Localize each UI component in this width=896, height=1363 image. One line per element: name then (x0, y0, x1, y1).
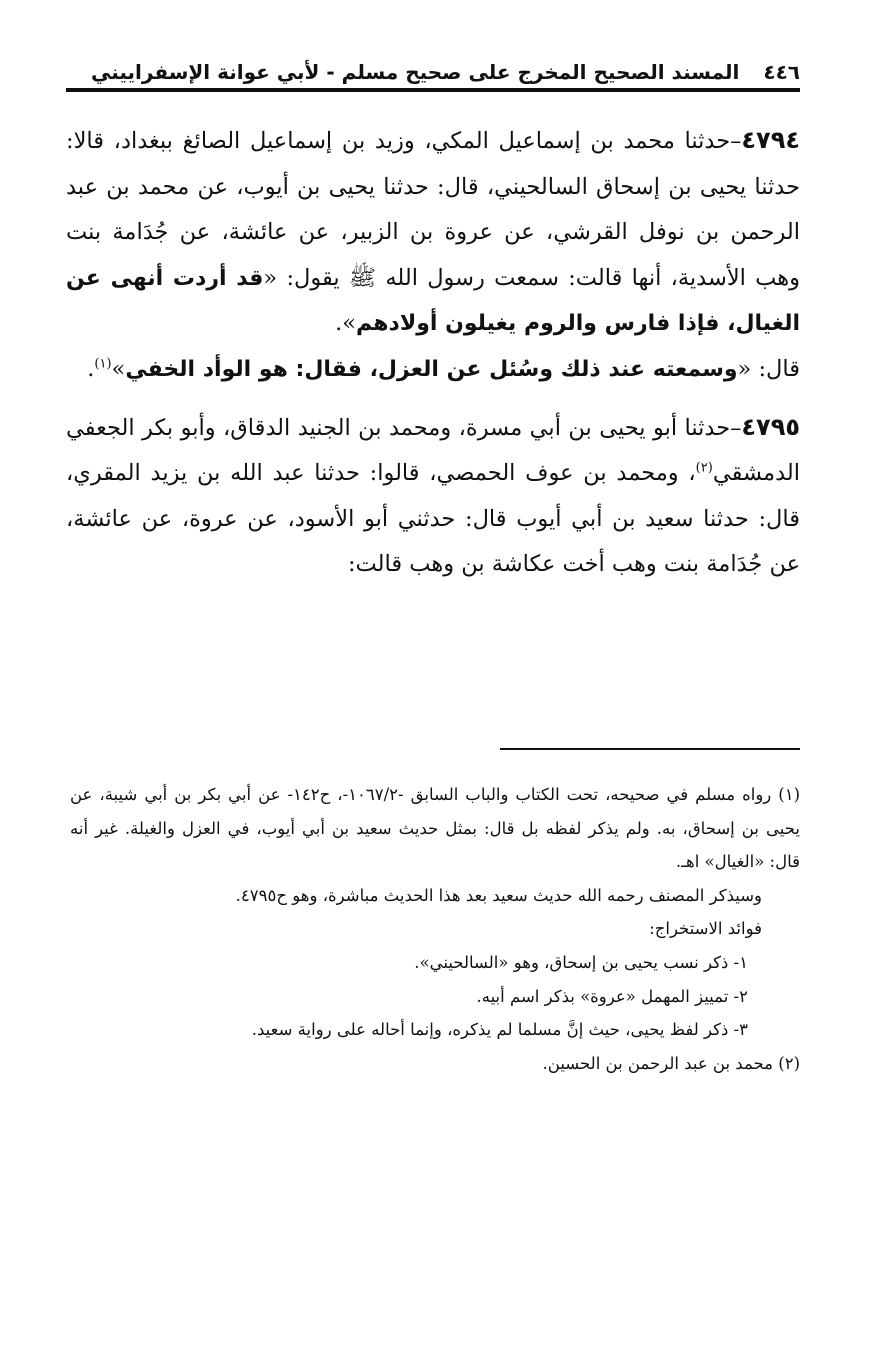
benefit-item: ٣- ذكر لفظ يحيى، حيث إنَّ مسلما لم يذكره، وإنما أحاله على رواية سعيد. (251, 1020, 748, 1040)
footnote-2: (٢) محمد بن عبد الرحمن بن الحسين. (542, 1053, 800, 1073)
footnote-1-benefits-title: فوائد الاستخراج: (649, 919, 762, 939)
hadith-4795 (66, 405, 800, 588)
main-text (66, 118, 800, 588)
hadith-4794-continued (66, 347, 800, 393)
hadith-text: ، ومحمد بن عوف الحمصي، قالوا: حدثنا عبد الله بن يزيد المقري، قال: حدثنا سعيد بن أبي أيوب قال: حدثني أبو الأسود، عن عروة، عن عائشة، عن جُدَامة بنت وهب أخت عكاشة بن وهب قالت: (66, 460, 800, 578)
benefit-item: ٢- تمييز المهمل «عروة» بذكر اسم أبيه. (476, 986, 748, 1006)
hadith-text: . (87, 355, 95, 382)
hadith-quote: قد أردت أنهى عن الغيال، فإذا فارس والروم يغيلون أولادهم (66, 265, 800, 337)
running-title: المسند الصحيح المخرج على صحيح مسلم - لأبي عوانة الإسفراييني (90, 60, 740, 84)
footnotes (70, 778, 800, 1080)
hadith-4794 (66, 118, 800, 347)
footnote-ref-1[interactable]: (١) (94, 356, 112, 372)
paragraph-gap (66, 393, 800, 405)
hadith-number: ٤٧٩٥ (741, 412, 800, 441)
page-number: ٤٤٦ (763, 60, 800, 84)
hadith-number: ٤٧٩٤ (741, 126, 800, 154)
footnote-1: (١) رواه مسلم في صحيحه، تحت الكتاب والباب السابق -١٠٦٧/٢-، ح١٤٢- عن أبي بكر بن أبي شيبة، عن يحيى بن إسحاق، به. ولم يذكر لفظه بل قال: بمثل حديث سعيد بن أبي أيوب، في العزل والغيلة. غير أنه قال: «الغيال» اهـ. (70, 785, 801, 872)
hadith-text: ». (335, 310, 357, 337)
hadith-text: –حدثنا أبو يحيى بن أبي مسرة، ومحمد بن الجنيد الدقاق، وأبو بكر الجعفي الدمشقي (66, 414, 800, 487)
footnote-separator (500, 748, 800, 750)
page-header (66, 60, 800, 92)
hadith-text: » (111, 355, 126, 382)
benefit-item: ١- ذكر نسب يحيى بن إسحاق، وهو «السالحيني». (414, 952, 748, 972)
footnote-ref-2[interactable]: (٢) (695, 460, 713, 476)
hadith-text: –حدثنا محمد بن إسماعيل المكي، وزيد بن إسماعيل الصائغ ببغداد، قالا: حدثنا يحيى بن إسحاق السالحيني، قال: حدثنا يحيى بن أيوب، عن محمد بن عبد الرحمن بن نوفل القرشي، عن عروة بن الزبير، عن عائشة، عن جُدَامة بنت وهب الأسدية، أنها قالت: سمعت رسول الله ﷺ يقول: « (66, 128, 801, 291)
hadith-text: قال: « (737, 355, 800, 382)
hadith-quote: وسمعته عند ذلك وسُئل عن العزل، فقال: هو الوأد الخفي (125, 356, 738, 382)
footnote-1-note: وسيذكر المصنف رحمه الله حديث سعيد بعد هذا الحديث مباشرة، وهو ح٤٧٩٥. (235, 885, 762, 905)
